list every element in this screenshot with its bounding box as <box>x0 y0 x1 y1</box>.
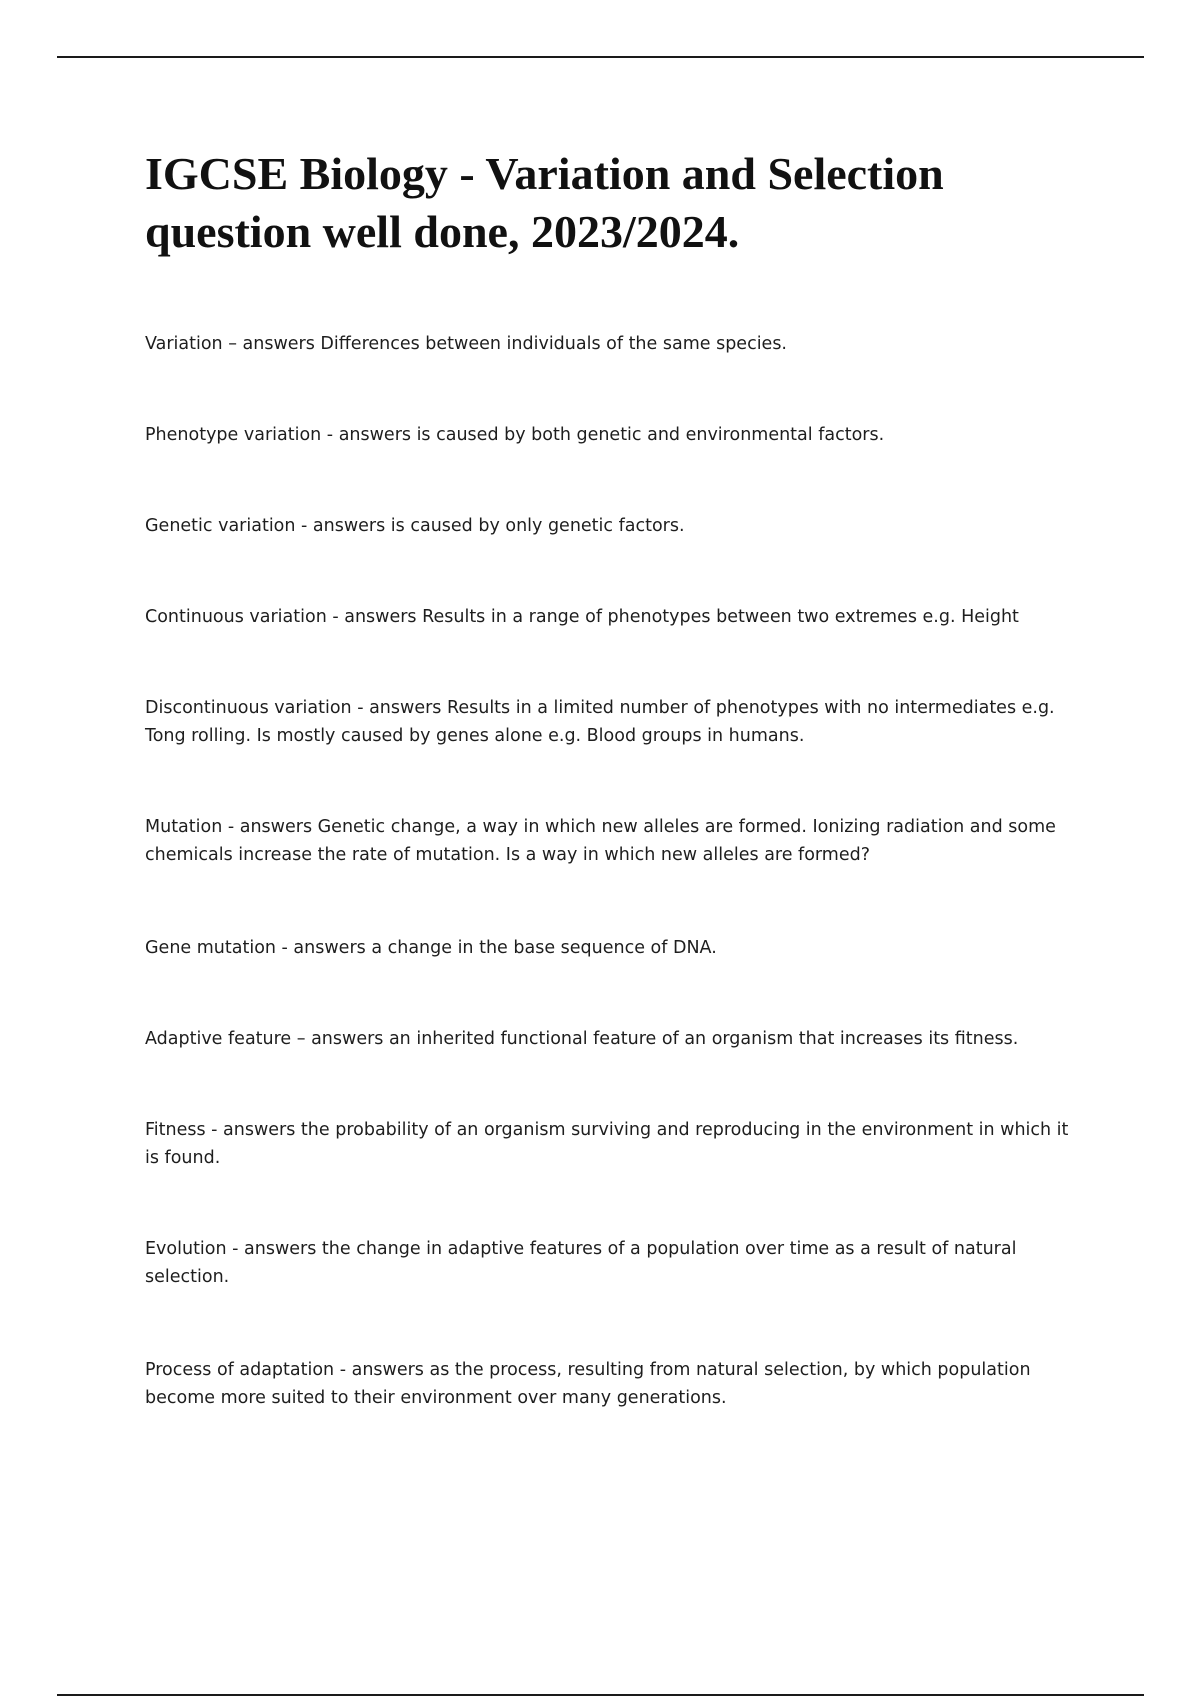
entry-genetic-variation: Genetic variation - answers is caused by only genetic factors. <box>145 516 685 536</box>
entry-mutation: Mutation - answers Genetic change, a way in which new alleles are formed. Ionizing radiation and some chemicals increase the rate of mutation. Is a way in which new alleles are formed? <box>145 817 1056 865</box>
entry-evolution: Evolution - answers the change in adaptive features of a population over time as a result of natural selection. <box>145 1239 1017 1287</box>
bottom-rule <box>57 1694 1144 1696</box>
title-line-2: question well done, 2023/2024. <box>145 206 740 257</box>
entry-phenotype-variation: Phenotype variation - answers is caused by both genetic and environmental factors. <box>145 425 885 445</box>
entry-variation: Variation – answers Differences between individuals of the same species. <box>145 334 787 354</box>
title-line-1: IGCSE Biology - Variation and Selection <box>145 148 944 199</box>
entry-fitness: Fitness - answers the probability of an organism surviving and reproducing in the environment in which it is found. <box>145 1120 1069 1168</box>
top-rule <box>57 56 1144 58</box>
entry-discontinuous-variation: Discontinuous variation - answers Results in a limited number of phenotypes with no intermediates e.g. Tong rolling. Is mostly caused by genes alone e.g. Blood groups in humans. <box>145 698 1055 746</box>
entry-gene-mutation: Gene mutation - answers a change in the base sequence of DNA. <box>145 938 717 958</box>
entry-continuous-variation: Continuous variation - answers Results in a range of phenotypes between two extremes e.g. Height <box>145 607 1019 627</box>
entry-adaptive-feature: Adaptive feature – answers an inherited functional feature of an organism that increases its fitness. <box>145 1029 1019 1049</box>
entry-process-of-adaptation: Process of adaptation - answers as the process, resulting from natural selection, by which population become more suited to their environment over many generations. <box>145 1360 1031 1408</box>
document-title <box>145 145 1105 261</box>
